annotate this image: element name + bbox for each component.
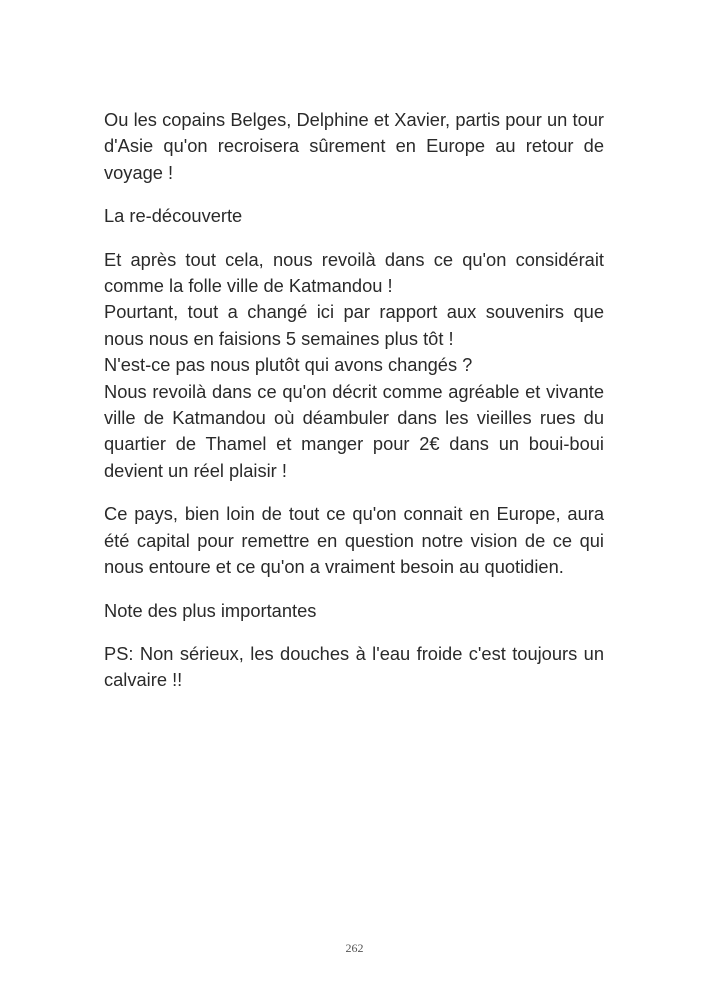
section-heading-note: Note des plus importantes [104,599,317,621]
paragraph-ps: PS: Non sérieux, les douches à l'eau froide c'est toujours un calvaire !! [104,642,604,691]
section-heading-rediscovery: La re-découverte [104,205,243,227]
paragraph-line: Et après tout cela, nous revoilà dans ce qu'on considérait comme la folle ville de Katmandou ! [104,248,604,297]
paragraph-line: Pourtant, tout a changé ici par rapport aux souvenirs que nous nous en faisions 5 semaines plus tôt ! [104,301,604,349]
paragraph-belgian-friends: Ou les copains Belges, Delphine et Xavier, partis pour un tour d'Asie qu'on recroisera sûrement en Europe au retour de voyage ! [104,109,604,183]
page-body [104,107,604,711]
paragraph-katmandou [104,247,604,485]
paragraph-line: N'est-ce pas nous plutôt qui avons changés ? [104,354,473,376]
paragraph-line: Nous revoilà dans ce qu'on décrit comme agréable et vivante ville de Katmandou où déambuler dans les vieilles rues du quartier de Thamel et manger pour 2€ dans un boui-boui devient un réel plaisir ! [104,380,604,481]
page-number: 262 [345,941,364,955]
paragraph-country: Ce pays, bien loin de tout ce qu'on connait en Europe, aura été capital pour remettre en question notre vision de ce qui nous entoure et ce qu'on a vraiment besoin au quotidien. [104,503,604,578]
